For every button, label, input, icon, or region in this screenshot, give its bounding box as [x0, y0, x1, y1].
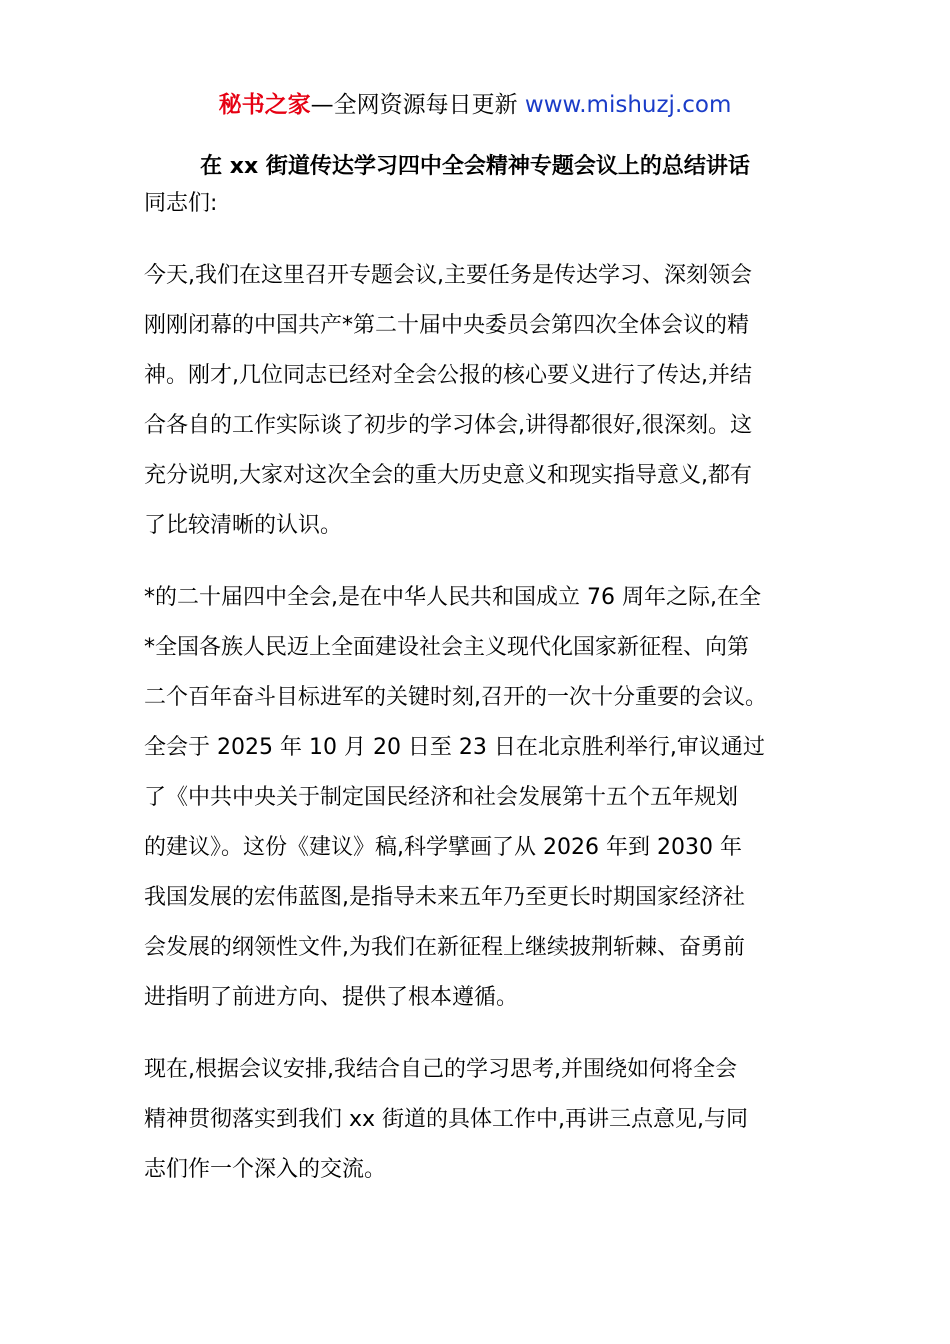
body-paragraph — [144, 1045, 814, 1195]
text-line: 志们作一个深入的交流。 — [144, 1157, 387, 1182]
text-line: 全会于 2025 年 10 月 20 日至 23 日在北京胜利举行,审议通过 — [144, 735, 765, 760]
text-line: 刚刚闭幕的中国共产*第二十届中央委员会第四次全体会议的精 — [144, 313, 750, 338]
brand-name: 秘书之家 — [218, 92, 311, 118]
site-url-link[interactable]: www.mishuzj.com — [524, 92, 732, 118]
text-line: 同志们: — [144, 191, 218, 216]
text-line: 今天,我们在这里召开专题会议,主要任务是传达学习、深刻领会 — [144, 263, 752, 288]
body-paragraph — [144, 573, 814, 1023]
text-line: 我国发展的宏伟蓝图,是指导未来五年乃至更长时期国家经济社 — [144, 885, 745, 910]
text-line: *全国各族人民迈上全面建设社会主义现代化国家新征程、向第 — [144, 635, 750, 660]
text-line: 了《中共中央关于制定国民经济和社会发展第十五个五年规划 — [144, 785, 739, 810]
text-line: 精神贯彻落实到我们 xx 街道的具体工作中,再讲三点意见,与同 — [144, 1107, 749, 1132]
header-tagline: —全网资源每日更新 — [310, 92, 525, 118]
document-body — [144, 179, 814, 1217]
text-line: *的二十届四中全会,是在中华人民共和国成立 76 周年之际,在全 — [144, 585, 761, 610]
body-paragraph — [144, 251, 814, 551]
document-title: 在 xx 街道传达学习四中全会精神专题会议上的总结讲话 — [200, 154, 750, 179]
text-line: 的建议》。这份《建议》稿,科学擘画了从 2026 年到 2030 年 — [144, 835, 742, 860]
salutation-paragraph — [144, 179, 814, 229]
text-line: 现在,根据会议安排,我结合自己的学习思考,并围绕如何将全会 — [144, 1057, 737, 1082]
text-line: 会发展的纲领性文件,为我们在新征程上继续披荆斩棘、奋勇前 — [144, 935, 745, 960]
text-line: 了比较清晰的认识。 — [144, 513, 343, 538]
site-header — [0, 88, 950, 122]
text-line: 神。刚才,几位同志已经对全会公报的核心要义进行了传达,并结 — [144, 363, 752, 388]
text-line: 充分说明,大家对这次全会的重大历史意义和现实指导意义,都有 — [144, 463, 752, 488]
text-line: 合各自的工作实际谈了初步的学习体会,讲得都很好,很深刻。这 — [144, 413, 752, 438]
text-line: 进指明了前进方向、提供了根本遵循。 — [144, 985, 519, 1010]
text-line: 二个百年奋斗目标进军的关键时刻,召开的一次十分重要的会议。 — [144, 685, 767, 710]
